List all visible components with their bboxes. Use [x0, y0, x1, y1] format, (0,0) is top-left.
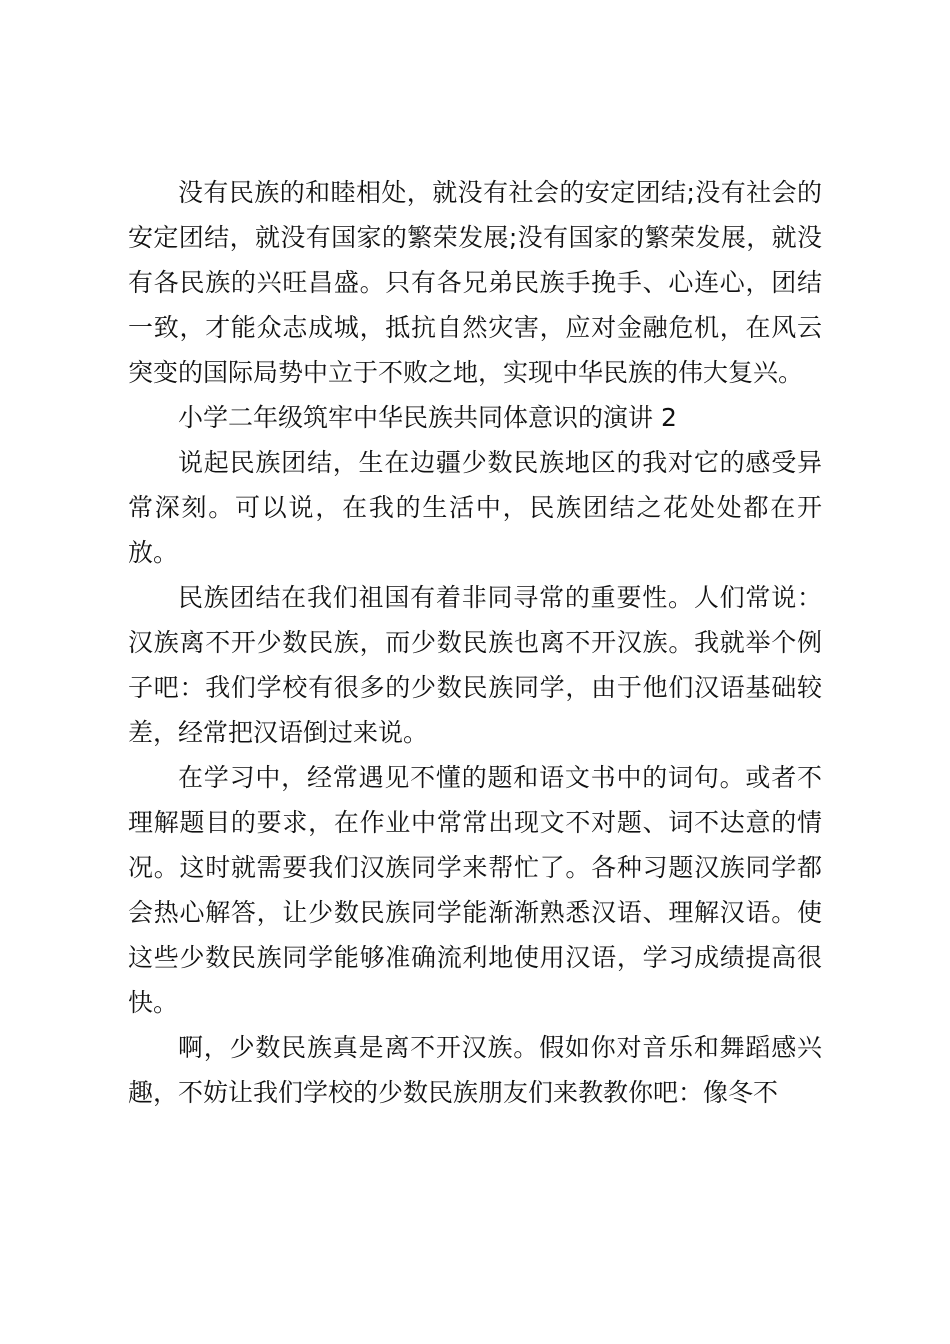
paragraph: 没有民族的和睦相处，就没有社会的安定团结;没有社会的安定团结，就没有国家的繁荣发展;没有国家的繁荣发展，就没有各民族的兴旺昌盛。只有各兄弟民族手挽手、心连心，团结一致，才能众志成城，抵抗自然灾害，应对金融危机，在风云突变的国际局势中立于不败之地，实现中华民族的伟大复兴。 [128, 178, 822, 387]
document-body [128, 170, 822, 1115]
paragraph: 民族团结在我们祖国有着非同寻常的重要性。人们常说：汉族离不开少数民族，而少数民族也离不开汉族。我就举个例子吧：我们学校有很多的少数民族同学，由于他们汉语基础较差，经常把汉语倒过来说。 [128, 583, 822, 747]
section-heading: 小学二年级筑牢中华民族共同体意识的演讲 2 [178, 403, 677, 432]
paragraph: 在学习中，经常遇见不懂的题和语文书中的词句。或者不理解题目的要求，在作业中常常出现文不对题、词不达意的情况。这时就需要我们汉族同学来帮忙了。各种习题汉族同学都会热心解答，让少数民族同学能渐渐熟悉汉语、理解汉语。使这些少数民族同学能够准确流利地使用汉语，学习成绩提高很快。 [128, 763, 822, 1017]
paragraph: 说起民族团结，生在边疆少数民族地区的我对它的感受异常深刻。可以说，在我的生活中，民族团结之花处处都在开放。 [128, 448, 822, 567]
paragraph: 啊，少数民族真是离不开汉族。假如你对音乐和舞蹈感兴趣，不妨让我们学校的少数民族朋友们来教教你吧：像冬不 [128, 1033, 822, 1107]
